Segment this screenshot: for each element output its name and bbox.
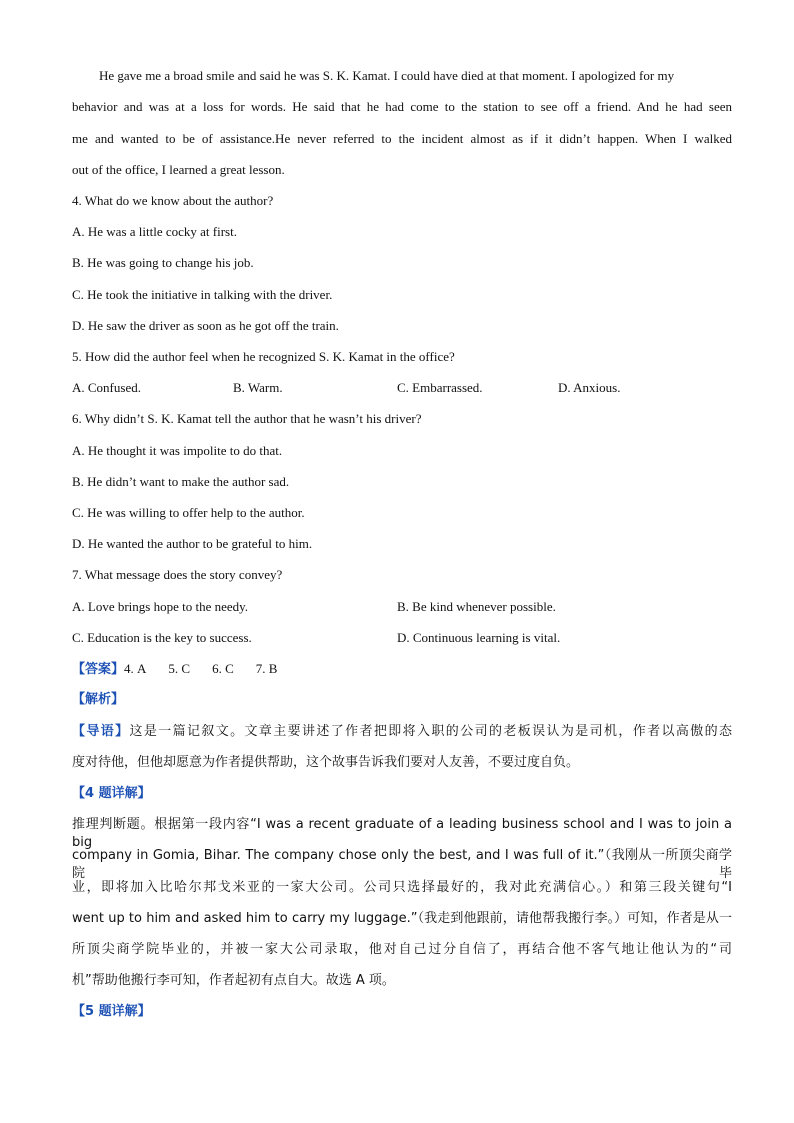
option-c: C. He was willing to offer help to the author. — [72, 505, 305, 520]
option-c: C. He took the initiative in talking with the driver. — [72, 287, 333, 302]
option-b: B. Warm. — [233, 380, 283, 395]
passage-line: me and wanted to be of assistance.He never referred to the incident almost as if it didn’t happen. When I walked — [72, 131, 732, 146]
q5-detail-label: 【5 题详解】 — [72, 1004, 151, 1019]
question-stem: 7. What message does the story convey? — [72, 567, 283, 582]
option-d: D. He saw the driver as soon as he got off the train. — [72, 318, 339, 333]
question-stem: 5. How did the author feel when he recognized S. K. Kamat in the office? — [72, 349, 455, 364]
analysis-label: 【解析】 — [72, 692, 125, 707]
guide-text: 这是一篇记叙文。文章主要讲述了作者把即将入职的公司的老板误认为是司机，作者以高傲的态 — [129, 724, 732, 739]
option-a: A. Love brings hope to the needy. — [72, 599, 249, 614]
detail-line: 机”帮助他搬行李可知，作者起初有点自大。故选 A 项。 — [72, 973, 395, 988]
answer-item: 4. A — [124, 661, 147, 676]
guide-line — [72, 723, 732, 741]
passage-line: out of the office, I learned a great lesson. — [72, 162, 285, 177]
passage-line: He gave me a broad smile and said he was S. K. Kamat. I could have died at that moment. I apologized for my — [99, 68, 675, 83]
option-b: B. Be kind whenever possible. — [397, 599, 556, 614]
answer-row — [72, 660, 732, 679]
option-a: A. He thought it was impolite to do that. — [72, 443, 283, 458]
option-d: D. Continuous learning is vital. — [397, 630, 561, 645]
option-c: C. Education is the key to success. — [72, 630, 252, 645]
guide-line: 度对待他，但他却愿意为作者提供帮助，这个故事告诉我们要对人友善，不要过度自负。 — [72, 755, 580, 770]
question-stem: 4. What do we know about the author? — [72, 193, 274, 208]
detail-line: 所顶尖商学院毕业的，并被一家大公司录取，他对自己过分自信了，再结合他不客气地让他认为的“司 — [72, 942, 732, 957]
option-b: B. He was going to change his job. — [72, 255, 254, 270]
detail-line: 推理判断题。根据第一段内容“I was a recent graduate of a leading business school and I was to join a big — [72, 817, 732, 850]
detail-line: 业，即将加入比哈尔邦戈米亚的一家大公司。公司只选择最好的，我对此充满信心。）和第三段关键句“I — [72, 880, 732, 895]
option-d: D. He wanted the author to be grateful to him. — [72, 536, 313, 551]
answer-item: 6. C — [212, 661, 234, 676]
answer-item: 7. B — [255, 661, 278, 676]
answer-item: 5. C — [168, 661, 191, 676]
option-b: B. He didn’t want to make the author sad. — [72, 474, 290, 489]
question-stem: 6. Why didn’t S. K. Kamat tell the author that he wasn’t his driver? — [72, 411, 422, 426]
option-d: D. Anxious. — [558, 380, 621, 395]
guide-label: 【导语】 — [72, 724, 130, 739]
option-c: C. Embarrassed. — [397, 380, 483, 395]
q4-detail-label: 【4 题详解】 — [72, 786, 151, 801]
answer-label: 【答案】 — [72, 662, 125, 677]
option-a: A. Confused. — [72, 380, 141, 395]
detail-line: company in Gomia, Bihar. The company chose only the best, and I was full of it.”（我刚从一所顶尖商学院毕 — [72, 848, 732, 881]
option-a: A. He was a little cocky at first. — [72, 224, 237, 239]
detail-line: went up to him and asked him to carry my luggage.”（我走到他跟前，请他帮我搬行李。）可知，作者是从一 — [72, 911, 732, 926]
passage-line: behavior and was at a loss for words. He said that he had come to the station to see off a friend. And he had seen — [72, 99, 732, 114]
